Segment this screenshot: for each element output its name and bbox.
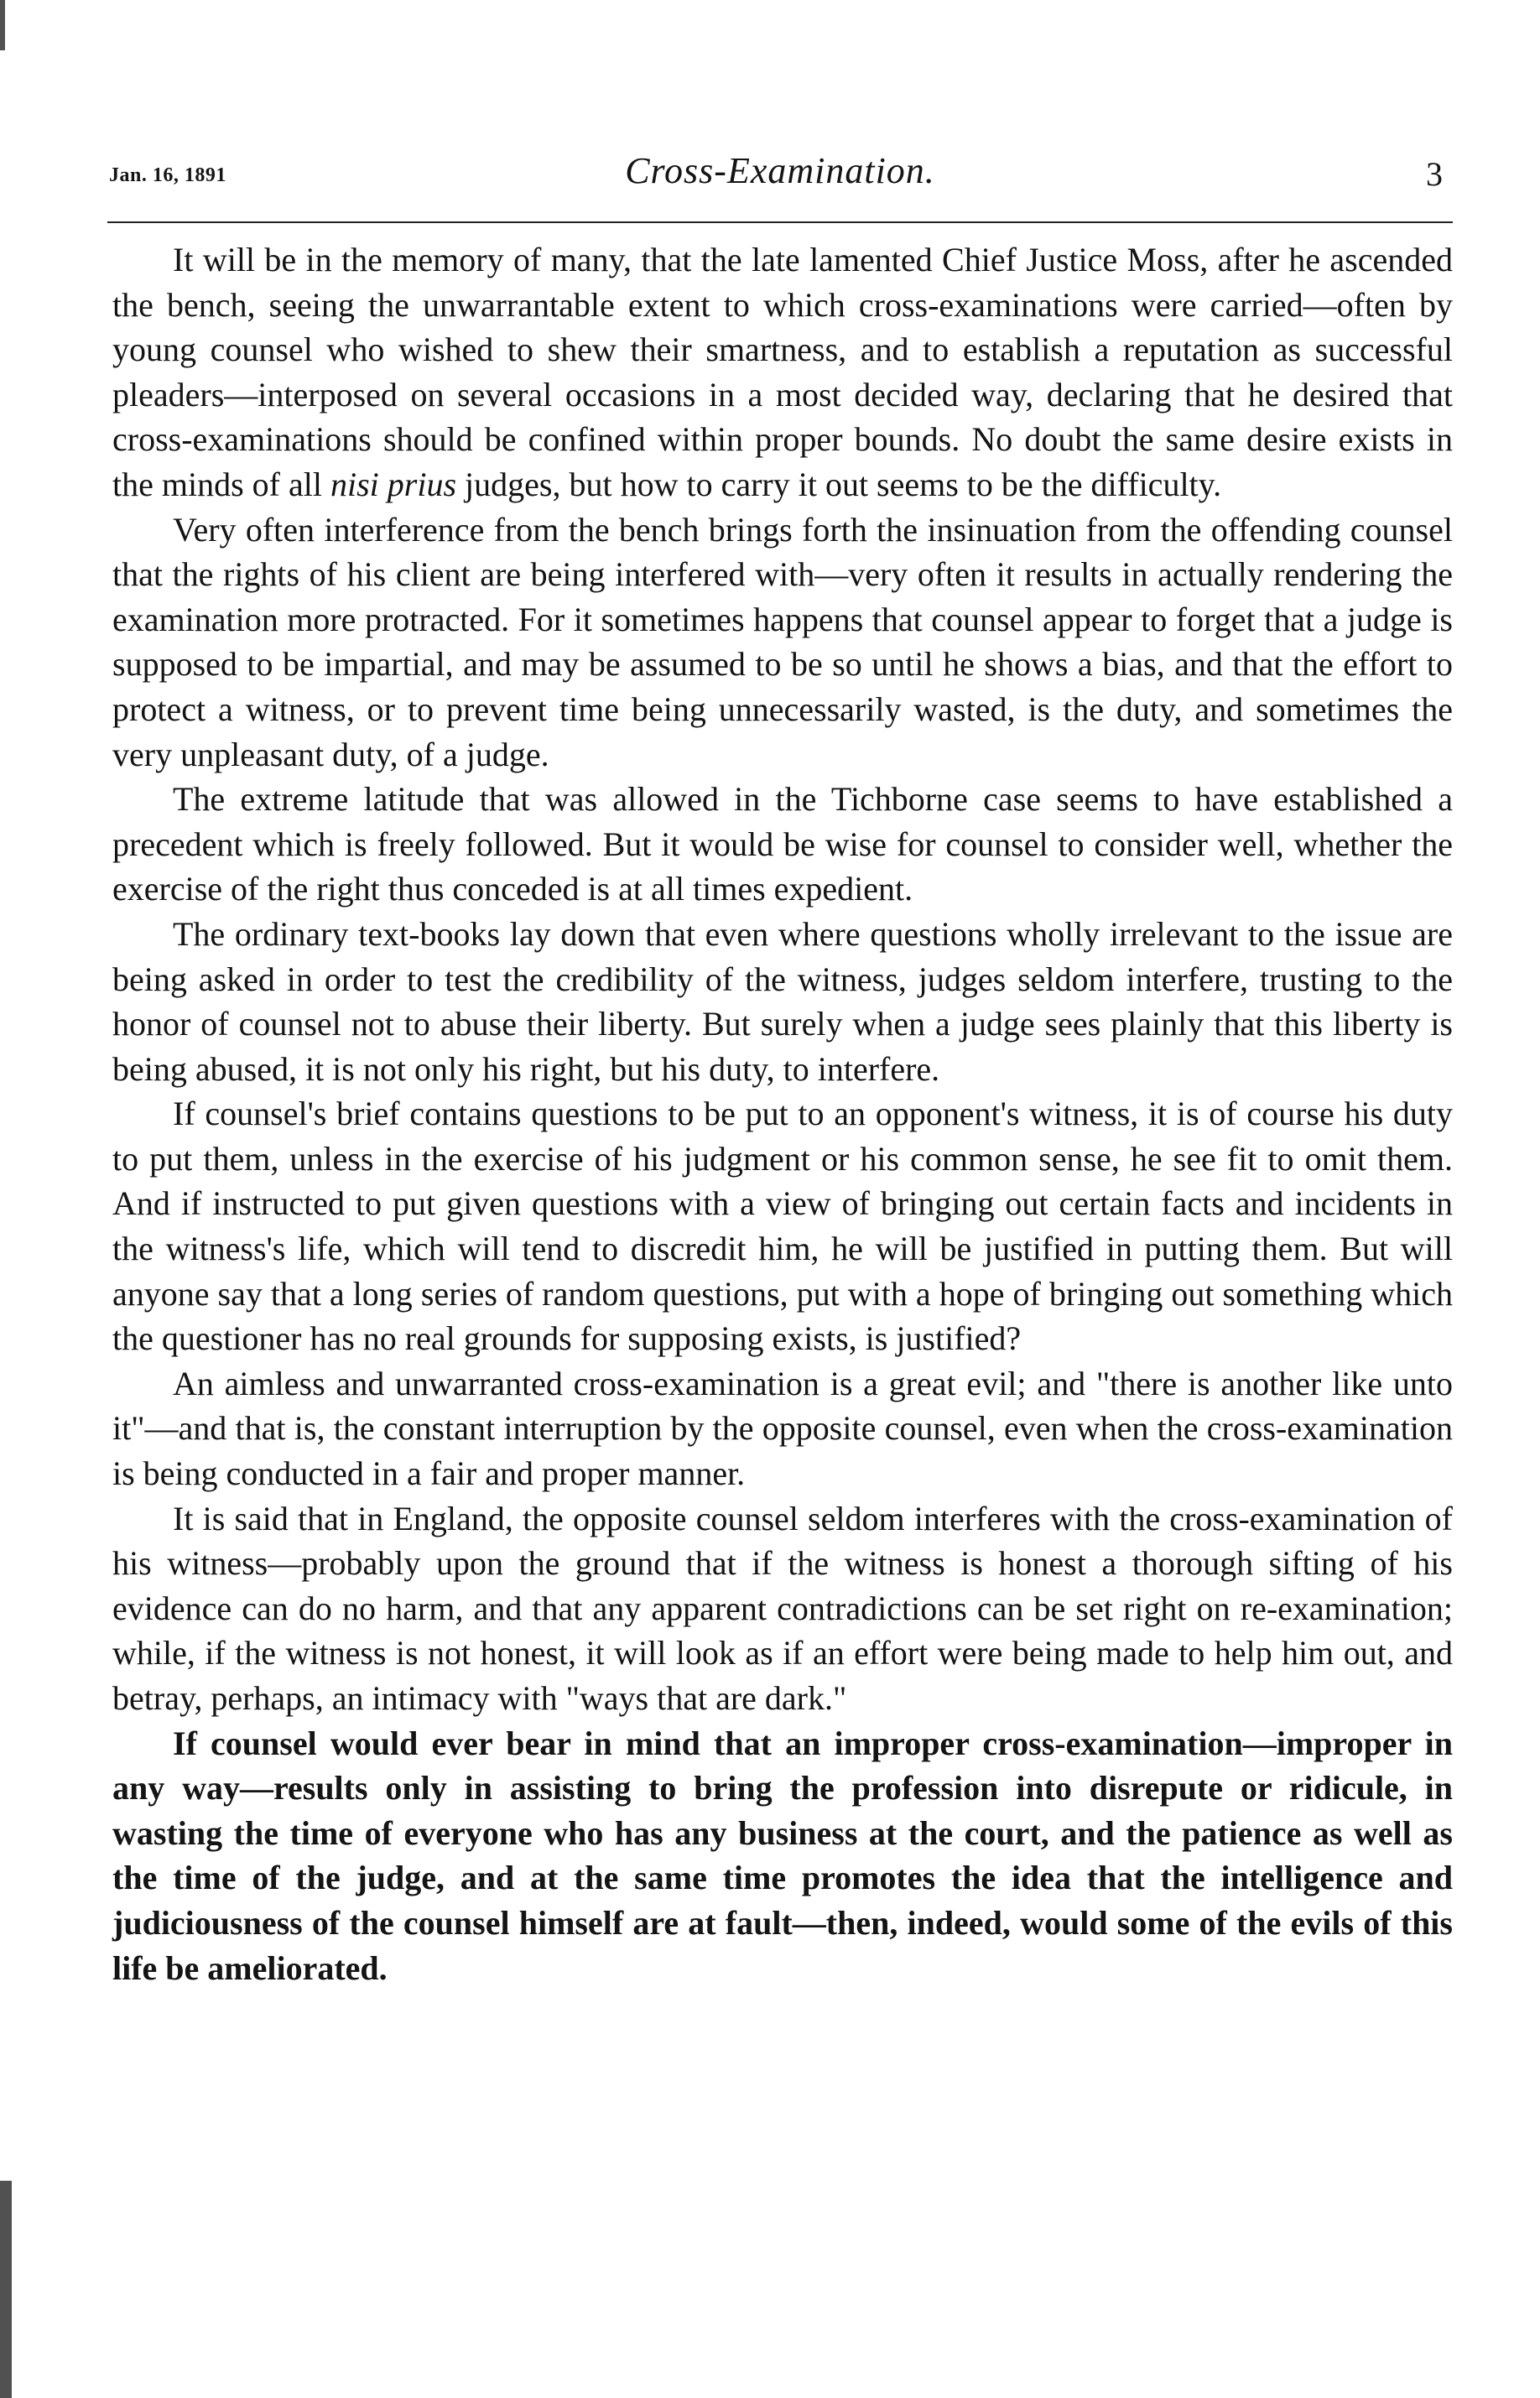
paragraph-5: If counsel's brief contains questions to be put to an opponent's witness, it is of course his duty to put them, unless in the exercise of his judgment or his common sense, he see fit to omit them. And if instructed to put given questions with a view of bringing out certain facts and incidents in the witness's life, which will tend to discredit him, he will be justified in putting them. But will anyone say that a long series of random questions, put with a hope of bringing out something which the questioner has no real grounds for supposing exists, is justified? xyxy=(112,1095,1453,1358)
paragraph-1: It will be in the memory of many, that the late lamented Chief Justice Moss, after he ascended the bench, seeing the unwarrantable extent to which cross-examinations were carried—often by young counsel who wished to shew their smartness, and to establish a reputation as successful pleaders—interposed on several occasions in a most decided way, declaring that he desired that cross-examinations should be confined within proper bounds. No doubt the same desire exists in the minds of all nisi prius judges, but how to carry it out seems to be the difficulty. xyxy=(112,241,1453,503)
header-rule xyxy=(107,221,1453,223)
paragraph-8: If counsel would ever bear in mind that an improper cross-examination—improper in any way—results only in assisting to bring the profession into disrepute or ridicule, in wasting the time of everyone who has any business at the court, and the patience as well as the time of the judge, and at the same time promotes the idea that the intelligence and judiciousness of the counsel himself are at fault—then, indeed, would some of the evils of this life be ameliorated. xyxy=(112,1724,1453,1987)
running-header xyxy=(107,149,1453,208)
scan-edge-mark-bottom xyxy=(0,2181,12,2398)
paragraph-6: An aimless and unwarranted cross-examination is a great evil; and "there is another like unto it"—and that is, the constant interruption by the opposite counsel, even when the cross-examination is being conducted in a fair and proper manner. xyxy=(112,1364,1453,1493)
running-title: Cross-Examination. xyxy=(625,150,935,191)
scan-edge-mark-top xyxy=(0,0,5,50)
article-body xyxy=(112,237,1453,1990)
page-number: 3 xyxy=(1426,155,1443,193)
latin-phrase: nisi prius xyxy=(330,465,457,503)
paragraph-2: Very often interference from the bench brings forth the insinuation from the offending counsel that the rights of his client are being interfered with—very often it results in actually rendering the examination more protracted. For it sometimes happens that counsel appear to forget that a judge is supposed to be impartial, and may be assumed to be so until he shows a bias, and that the effort to protect a witness, or to prevent time being unnecessarily wasted, is the duty, and sometimes the very unpleasant duty, of a judge. xyxy=(112,510,1453,773)
paragraph-3: The extreme latitude that was allowed in the Tichborne case seems to have established a precedent which is freely followed. But it would be wise for counsel to consider well, whether the exercise of the right thus conceded is at all times expedient. xyxy=(112,780,1453,908)
issue-date: Jan. 16, 1891 xyxy=(109,164,226,186)
paragraph-7: It is said that in England, the opposite counsel seldom interferes with the cross-examination of his witness—probably upon the ground that if the witness is honest a thorough sifting of his evidence can do no harm, and that any apparent contradictions can be set right on re-examination; while, if the witness is not honest, it will look as if an effort were being made to help him out, and betray, perhaps, an intimacy with "ways that are dark." xyxy=(112,1499,1453,1717)
paragraph-4: The ordinary text-books lay down that even where questions wholly irrelevant to the issue are being asked in order to test the credibility of the witness, judges seldom interfere, trusting to the honor of counsel not to abuse their liberty. But surely when a judge sees plainly that this liberty is being abused, it is not only his right, but his duty, to interfere. xyxy=(112,914,1453,1088)
